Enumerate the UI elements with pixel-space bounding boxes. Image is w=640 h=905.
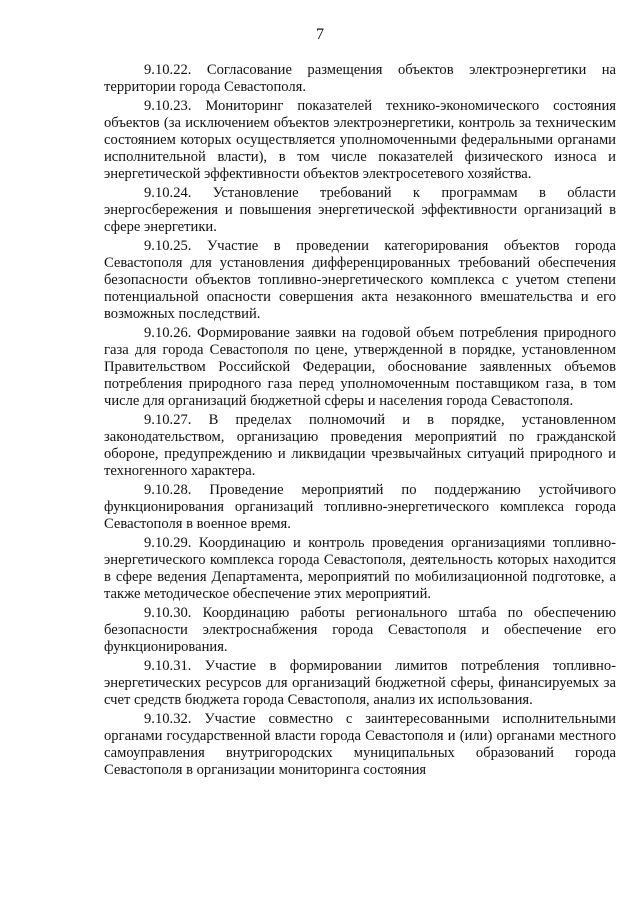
paragraph-text: Проведение мероприятий по поддержанию устойчивого функционирования организаций топливно-энергетического комплекса города Севастополя в военное время. bbox=[104, 482, 616, 532]
paragraph-number: 9.10.23. bbox=[144, 98, 192, 114]
paragraph-text: В пределах полномочий и в порядке, установленном законодательством, организацию проведения мероприятий по гражданской обороне, предупреждению и ликвидации чрезвычайных ситуаций природного и техногенного характера. bbox=[104, 412, 616, 479]
paragraph-9-10-23 bbox=[104, 98, 616, 183]
paragraph-number: 9.10.30. bbox=[144, 605, 192, 621]
paragraph-text: Координацию и контроль проведения организациями топливно-энергетического комплекса города Севастополя, деятельность которых находится в сфере ведения Департамента, мероприятий по мобилизационной подготовке, а также методическое обеспечение этих мероприятий. bbox=[104, 535, 617, 602]
paragraph-9-10-25 bbox=[104, 238, 616, 323]
paragraph-text: Участие в проведении категорирования объектов города Севастополя для установления дифференцированных требований обеспечения безопасности объектов топливно-энергетического комплекса с учетом степени потенциальной опасности совершения акта незаконного вмешательства и его возможных последствий. bbox=[104, 238, 616, 322]
paragraph-number: 9.10.26. bbox=[144, 325, 192, 341]
paragraph-number: 9.10.24. bbox=[144, 185, 192, 201]
paragraph-9-10-27 bbox=[104, 412, 616, 480]
paragraph-number: 9.10.27. bbox=[144, 412, 192, 428]
paragraph-9-10-30 bbox=[104, 605, 616, 656]
paragraph-text: Участие в формировании лимитов потребления топливно-энергетических ресурсов для организаций бюджетной сферы, финансируемых за счет средств бюджета города Севастополя, анализ их использования. bbox=[104, 658, 616, 708]
paragraph-text: Установление требований к программам в области энергосбережения и повышения энергетической эффективности организаций в сфере энергетики. bbox=[104, 185, 616, 235]
paragraph-number: 9.10.31. bbox=[144, 658, 192, 674]
paragraph-text: Участие совместно с заинтересованными исполнительными органами государственной власти города Севастополя и (или) органами местного самоуправления внутригородских муниципальных образований города Севастополя в организации мониторинга состояния bbox=[104, 711, 616, 778]
paragraph-9-10-32 bbox=[104, 711, 616, 779]
paragraph-number: 9.10.22. bbox=[144, 62, 192, 78]
paragraph-text: Согласование размещения объектов электроэнергетики на территории города Севастополя. bbox=[104, 62, 616, 95]
paragraph-text: Координацию работы регионального штаба по обеспечению безопасности электроснабжения города Севастополя и обеспечение его функционирования. bbox=[104, 605, 616, 655]
paragraph-9-10-31 bbox=[104, 658, 616, 709]
page-number: 7 bbox=[316, 26, 324, 43]
paragraph-9-10-22 bbox=[104, 62, 616, 96]
paragraph-number: 9.10.29. bbox=[144, 535, 192, 551]
paragraph-9-10-26 bbox=[104, 325, 616, 410]
document-body bbox=[104, 62, 616, 781]
paragraph-text: Мониторинг показателей технико-экономического состояния объектов (за исключением объектов электроэнергетики, контроль за техническим состоянием которых осуществляется уполномоченными федеральными органами исполнительной власти), в том числе показателей физического износа и энергетической эффективности объектов электросетевого хозяйства. bbox=[104, 98, 616, 182]
paragraph-number: 9.10.25. bbox=[144, 238, 192, 254]
paragraph-9-10-29 bbox=[104, 535, 616, 603]
paragraph-9-10-24 bbox=[104, 185, 616, 236]
paragraph-9-10-28 bbox=[104, 482, 616, 533]
paragraph-number: 9.10.28. bbox=[144, 482, 192, 498]
paragraph-number: 9.10.32. bbox=[144, 711, 192, 727]
paragraph-text: Формирование заявки на годовой объем потребления природного газа для города Севастополя по цене, утвержденной в порядке, установленном Правительством Российской Федерации, обоснование заявленных объемов потребления природного газа перед уполномоченным поставщиком газа, в том числе для организаций бюджетной сферы и населения города Севастополя. bbox=[104, 325, 616, 409]
